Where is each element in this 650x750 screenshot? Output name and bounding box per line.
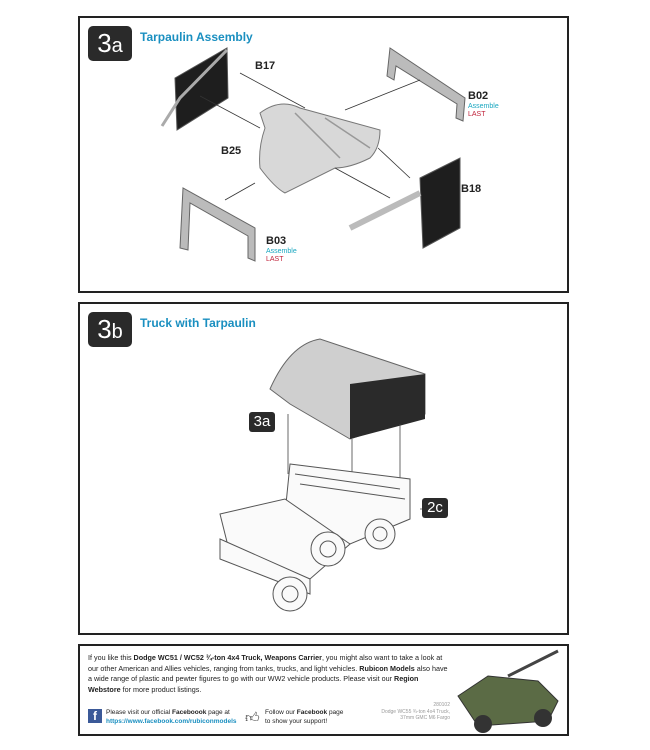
part-b03-shape [180, 188, 255, 261]
assemble-note-b03: Assemble [266, 248, 297, 255]
truck-outline [220, 464, 410, 611]
part-label-b02: B02 [468, 90, 489, 102]
promo-text-3: also have a wide range of plastic and pewter figures to go with our WW2 vehicle products. Please visit our [88, 663, 448, 683]
follow-text-2: page [327, 709, 344, 716]
step-number: 3 [97, 28, 112, 58]
step-letter: b [111, 321, 123, 343]
facebook-visit [106, 708, 237, 726]
caption-line-2: 37mm GMC M6 Fargo [400, 715, 450, 721]
promo-text [88, 653, 448, 695]
part-label-b25: B25 [221, 145, 242, 157]
product-photo [448, 646, 568, 736]
part-label-b17: B17 [255, 60, 276, 72]
step-title: Tarpaulin Assembly [140, 30, 253, 44]
part-label-b03: B03 [266, 235, 287, 247]
promo-text-2: , you might also want to take a look at our other American and Allies vehicles, ranging from tanks, trucks, and light vehicles. [88, 653, 443, 673]
promo-brand: Rubicon Models [359, 663, 415, 673]
facebook-icon: f [88, 709, 102, 723]
truck-diagram [80, 304, 567, 633]
promo-store-link[interactable]: Region Webstore [88, 674, 419, 694]
part-label-b18: B18 [461, 183, 482, 195]
follow-text-3: to show your support! [265, 718, 328, 725]
part-b25-shape [260, 104, 380, 193]
assemble-note-b02: Assemble [468, 103, 499, 110]
follow-text: Follow our [265, 709, 297, 716]
caption-line-1: Dodge WC55 ¾-ton 4x4 Truck, [381, 708, 450, 715]
promo-text-4: for more product listings. [120, 684, 202, 694]
ref-tag-3a: 3a [249, 412, 275, 432]
follow-bold: Facebook [296, 709, 328, 716]
last-note-b02: LAST [468, 111, 486, 118]
fb-visit-text-2: page at [206, 709, 230, 716]
step-3a-panel [78, 16, 569, 293]
last-note-b03: LAST [266, 256, 284, 263]
part-b17-shape [175, 48, 228, 130]
fb-visit-text: Please visit our official [106, 709, 172, 716]
step-title: Truck with Tarpaulin [140, 316, 256, 330]
tarpaulin-exploded-diagram [80, 18, 567, 291]
promo-footer [78, 644, 569, 736]
caption-code: 280102 [433, 702, 450, 708]
part-b02-shape [387, 48, 465, 121]
step-3b-panel [78, 302, 569, 635]
facebook-url-link[interactable]: https://www.facebook.com/rubiconmodels [106, 718, 237, 725]
fb-visit-bold: Faceboook [172, 709, 207, 716]
promo-product: Dodge WC51 / WC52 ¾-ton 4x4 Truck, Weapons Carrier [133, 653, 322, 662]
ref-tag-2c: 2c [422, 498, 448, 518]
step-letter: a [111, 35, 123, 57]
facebook-follow [265, 708, 343, 726]
product-caption [360, 702, 450, 722]
promo-text-1: If you like this [88, 653, 134, 662]
part-b18-shape [420, 158, 460, 248]
thumbs-up-icon: 👍︎ [245, 709, 260, 725]
step-number: 3 [97, 314, 112, 344]
